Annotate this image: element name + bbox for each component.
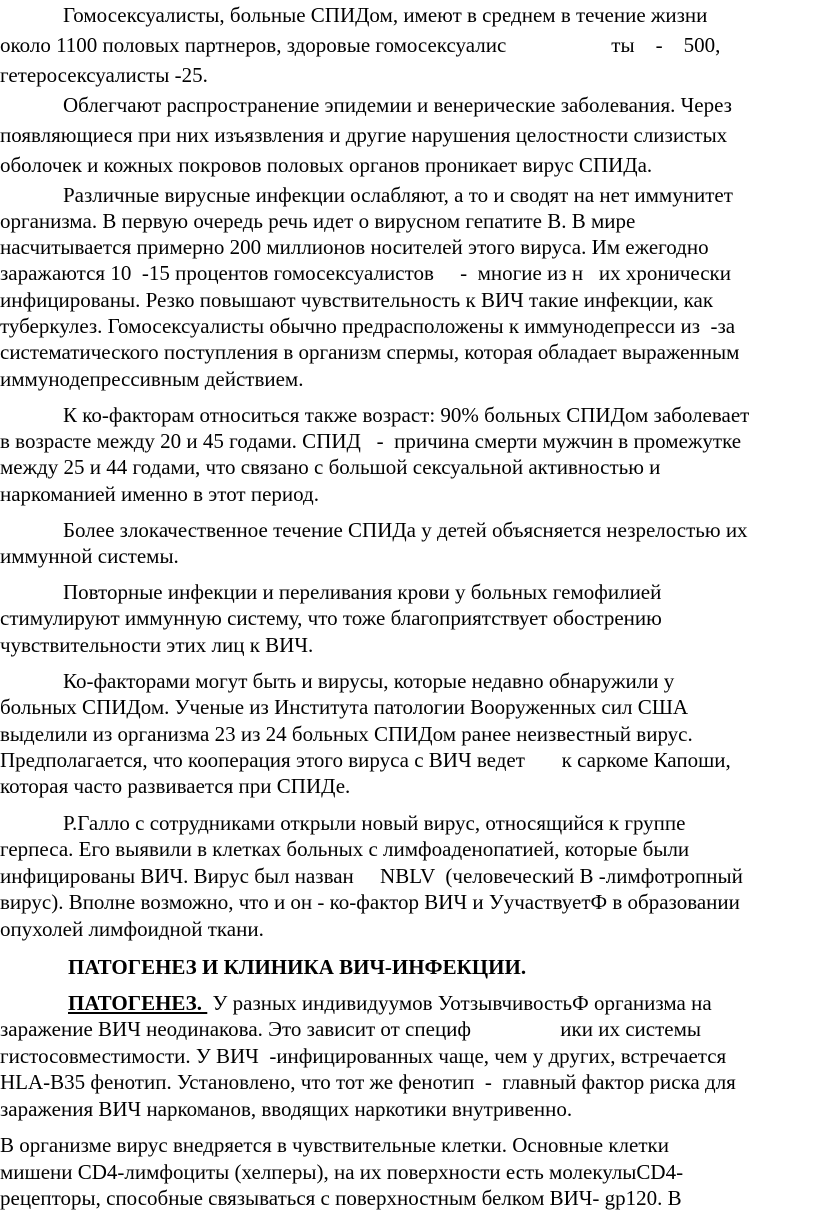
text-line: В организме вирус внедряется в чувствительные клетки. Основные клетки (0, 1133, 669, 1157)
text-line: К ко-факторам относиться также возраст: 90% больных СПИДом заболевает (0, 403, 750, 427)
text-line: Р.Галло с сотрудниками открыли новый вирус, относящийся к группе (0, 811, 686, 835)
text-line: Гомосексуалисты, больные СПИДом, имеют в среднем в течение жизни (0, 3, 708, 27)
text-line: инфицированы ВИЧ. Вирус был назван NBLV (человеческий В -лимфотропный (0, 864, 743, 888)
text-line: чувствительности этих лиц к ВИЧ. (0, 633, 314, 657)
text-line: Предполагается, что кооперация этого вируса с ВИЧ ведет к саркоме Капоши, (0, 748, 731, 772)
text-line: оболочек и кожных покровов половых органов проникает вирус СПИДа. (0, 153, 653, 177)
text-line: стимулируют иммунную систему, что тоже благоприятствует обострению (0, 606, 662, 630)
text-line: HLA-B35 фенотип. Установлено, что тот же фенотип - главный фактор риска для (0, 1070, 736, 1094)
text-line: выделили из организма 23 из 24 больных СПИДом ранее неизвестный вирус. (0, 722, 693, 746)
text-line: гетеросексуалисты -25. (0, 63, 208, 87)
text-line: систематического поступления в организм спермы, которая обладает выраженным (0, 340, 740, 364)
text-line: Различные вирусные инфекции ослабляют, а то и сводят на нет иммунитет (0, 183, 733, 207)
text-line: Облегчают распространение эпидемии и венерические заболевания. Через (0, 93, 732, 117)
text-line: насчитывается примерно 200 миллионов носителей этого вируса. Им ежегодно (0, 235, 709, 259)
text-line: организма. В первую очередь речь идет о вирусном гепатите В. В мире (0, 209, 636, 233)
text-line: опухолей лимфоидной ткани. (0, 917, 264, 941)
text-line: заражения ВИЧ наркоманов, вводящих наркотики внутривенно. (0, 1097, 573, 1121)
text-fragment: У разных индивидуумов УотзывчивостьФ организма на (207, 991, 712, 1015)
text-line: которая часто развивается при СПИДе. (0, 774, 351, 798)
text-line: Ко-факторами могут быть и вирусы, которые недавно обнаружили у (0, 669, 675, 693)
text-line: появляющиеся при них изъязвления и другие нарушения целостности слизистых (0, 123, 728, 147)
text-line: больных СПИДом. Ученые из Института патологии Вооруженных сил США (0, 695, 689, 719)
text-line: заражение ВИЧ неодинакова. Это зависит от специф ики их системы (0, 1017, 701, 1041)
text-line: рецепторы, способные связываться с поверхностным белком ВИЧ- gp120. В (0, 1186, 682, 1210)
text-line: около 1100 половых партнеров, здоровые гомосексуалис ты - 500, (0, 33, 721, 57)
text-line: между 25 и 44 годами, что связано с большой сексуальной активностью и (0, 455, 661, 479)
text-line: инфицированы. Резко повышают чувствительность к ВИЧ такие инфекции, как (0, 288, 714, 312)
text-line: герпеса. Его выявили в клетках больных с лимфоаденопатией, которые были (0, 837, 690, 861)
text-line: иммунной системы. (0, 544, 179, 568)
section-heading: ПАТОГЕНЕЗ И КЛИНИКА ВИЧ-ИНФЕКЦИИ. (68, 955, 527, 979)
text-line: наркоманией именно в этот период. (0, 482, 319, 506)
text-line: туберкулез. Гомосексуалисты обычно предрасположены к иммунодепресси из -за (0, 314, 736, 338)
text-line: Повторные инфекции и переливания крови у больных гемофилией (0, 580, 662, 604)
text-line (0, 990, 816, 1016)
text-line: Более злокачественное течение СПИДа у детей объясняется незрелостью их (0, 518, 748, 542)
text-line: вирус). Вполне возможно, что и он - ко-фактор ВИЧ и УучаствуетФ в образовании (0, 890, 740, 914)
text-line: иммунодепрессивным действием. (0, 367, 304, 391)
text-line: мишени CD4-лимфоциты (хелперы), на их поверхности есть молекулыCD4- (0, 1160, 684, 1184)
text-line: гистосовместимости. У ВИЧ -инфицированных чаще, чем у других, встречается (0, 1044, 727, 1068)
text-line: в возрасте между 20 и 45 годами. СПИД - причина смерти мужчин в промежутке (0, 429, 742, 453)
text-line: заражаются 10 -15 процентов гомосексуалистов - многие из н их хронически (0, 261, 731, 285)
pathogenesis-label: ПАТОГЕНЕЗ. (68, 991, 208, 1015)
